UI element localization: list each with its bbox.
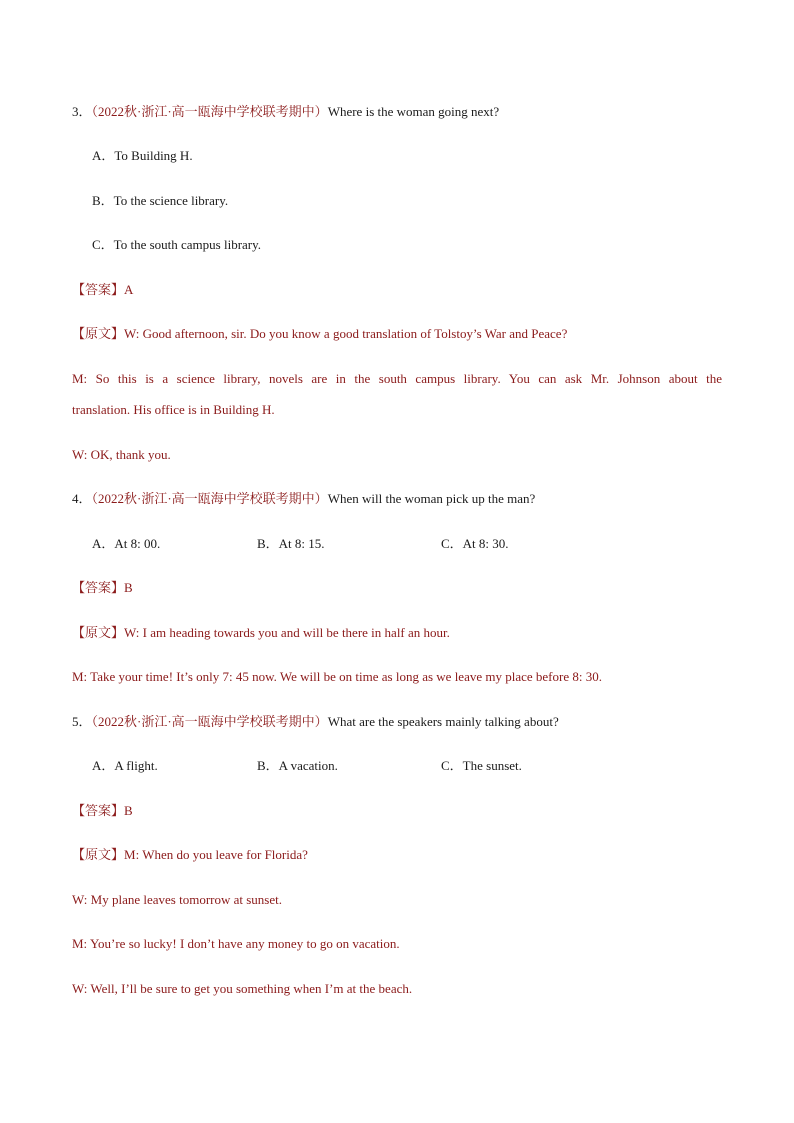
option-b: B．A vacation. (257, 758, 338, 773)
transcript-text: W: Good afternoon, sir. Do you know a good translation of Tolstoy’s War and Peace? (124, 326, 568, 341)
question-number: 3． (72, 104, 92, 119)
transcript-label: 【原文】 (72, 847, 125, 862)
option-a: A．A flight. (92, 758, 158, 773)
transcript-line: W: Well, I’ll be sure to get you something when I’m at the beach. (72, 981, 413, 996)
question-source: （2022秋·浙江·高一瓯海中学校联考期中） (91, 104, 328, 119)
question-text: When will the woman pick up the man? (327, 491, 536, 506)
option-b: B．At 8: 15. (257, 536, 325, 551)
transcript-line: translation. His office is in Building H. (72, 402, 275, 417)
transcript-line (72, 846, 308, 864)
question-number: 4． (72, 491, 92, 506)
option-a: A．To Building H. (92, 148, 193, 163)
option-c: C．The sunset. (441, 758, 522, 773)
answer-value: A (124, 282, 134, 297)
answer-label: 【答案】 (72, 580, 125, 595)
question-number: 5． (72, 714, 92, 729)
transcript-text: M: When do you leave for Florida? (124, 847, 308, 862)
answer-label: 【答案】 (72, 282, 125, 297)
option-b: B．To the science library. (92, 193, 229, 208)
question-text: Where is the woman going next? (327, 104, 500, 119)
transcript-line (72, 325, 567, 343)
question-5 (72, 713, 559, 731)
question-source: （2022秋·浙江·高一瓯海中学校联考期中） (91, 714, 328, 729)
answer-line (72, 579, 133, 597)
transcript-line: W: OK, thank you. (72, 447, 171, 462)
option-a: A．At 8: 00. (92, 536, 161, 551)
option-c: C．At 8: 30. (441, 536, 509, 551)
option-c: C．To the south campus library. (92, 237, 262, 252)
question-4 (72, 490, 535, 508)
question-source: （2022秋·浙江·高一瓯海中学校联考期中） (91, 491, 328, 506)
transcript-label: 【原文】 (72, 625, 125, 640)
answer-label: 【答案】 (72, 803, 125, 818)
transcript-line: M: You’re so lucky! I don’t have any money to go on vacation. (72, 936, 400, 951)
answer-line (72, 281, 133, 299)
answer-value: B (124, 580, 133, 595)
answer-line (72, 802, 133, 820)
question-text: What are the speakers mainly talking about? (327, 714, 559, 729)
transcript-line: M: Take your time! It’s only 7: 45 now. We will be on time as long as we leave my place before 8: 30. (72, 669, 602, 684)
question-3 (72, 103, 499, 121)
transcript-line: W: My plane leaves tomorrow at sunset. (72, 892, 282, 907)
transcript-text: W: I am heading towards you and will be there in half an hour. (124, 625, 450, 640)
transcript-line: M: So this is a science library, novels are in the south campus library. You can ask Mr. Johnson about the (72, 371, 722, 386)
transcript-label: 【原文】 (72, 326, 125, 341)
answer-value: B (124, 803, 133, 818)
transcript-line (72, 624, 450, 642)
